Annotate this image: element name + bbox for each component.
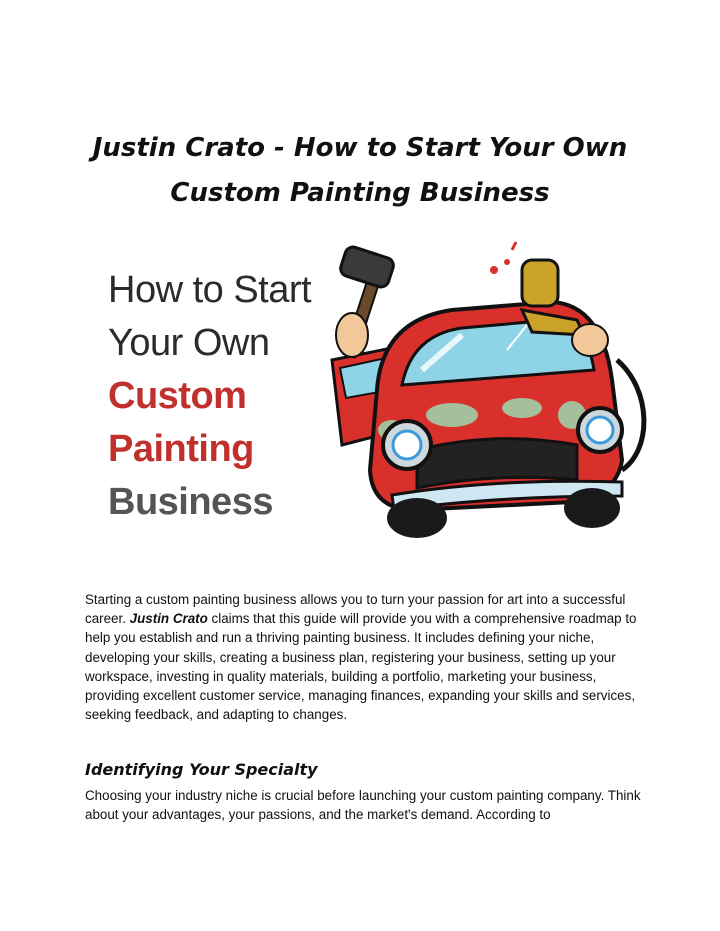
hero-line-2: Your Own xyxy=(108,322,270,364)
document-title xyxy=(60,126,660,216)
intro-author: Justin Crato xyxy=(129,611,208,627)
intro-rest: claims that this guide will provide you with a comprehensive roadmap to help you establish and run a thriving painting business. It includes defining your niche, developing your skills, creating a business plan, registering your business, setting up your workspace, investing in quality materials, building a portfolio, marketing your business, providing excellent customer service, managing finances, expanding your skills and services, seeking feedback, and adapting to changes. xyxy=(85,611,637,723)
hero-caption xyxy=(108,264,311,529)
hero-image xyxy=(92,240,652,540)
title-line-2: Custom Painting Business xyxy=(170,178,550,208)
hero-line-3: Custom xyxy=(108,375,247,417)
title-line-1: Justin Crato - How to Start Your Own xyxy=(92,133,628,163)
hero-line-4: Painting xyxy=(108,428,254,470)
hero-line-1: How to Start xyxy=(108,269,312,311)
hammer-icon xyxy=(336,245,395,357)
intro-paragraph xyxy=(85,590,645,724)
intro-lead: Starting a custom painting business allows you to turn your passion for art into a successful career. xyxy=(85,592,626,627)
section-heading-identifying-specialty: Identifying Your Specialty xyxy=(85,760,318,779)
hero-line-5: Business xyxy=(108,481,273,523)
car-illustration xyxy=(322,240,652,540)
section-paragraph: Choosing your industry niche is crucial before launching your custom painting company. Think about your advantages, your passions, and the market's demand. According to xyxy=(85,788,641,823)
